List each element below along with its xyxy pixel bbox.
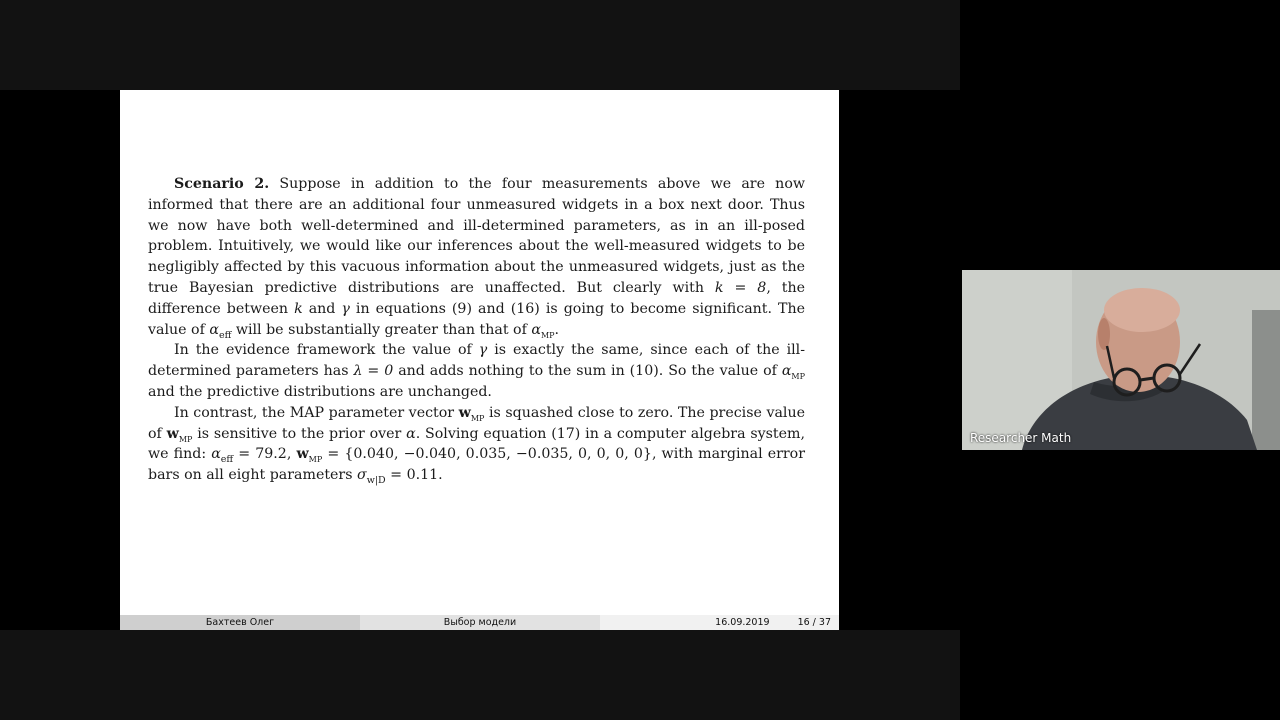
math: γ [478, 342, 488, 359]
evidence-paragraph [148, 340, 805, 402]
text: Suppose in addition to the four measurements above we are now informed that there are an additional four unmeasured widgets in a box next door. Thus we now have both well-determined and ill-determined parameters, as in an ill-posed problem. Intuitively, we would like our inferences about the well-measured widgets to be negligibly affected by this vacuous information about the unmeasured widgets, just as the true Bayesian predictive distributions are unaffected. But clearly with [148, 176, 806, 296]
text: and the predictive distributions are unchanged. [148, 383, 492, 400]
math: α [781, 363, 792, 380]
footer-title: Выбор модели [360, 615, 600, 630]
math: σ [357, 467, 367, 484]
contrast-paragraph [148, 403, 805, 486]
text: and adds nothing to the sum in (10). So the value of [393, 363, 782, 380]
math-sub: MP [470, 413, 485, 423]
math: γ [341, 300, 350, 317]
math: k [294, 300, 303, 317]
text: is exactly the same, since each of the ill-determined parameters has [148, 342, 805, 380]
footer-date: 16.09.2019 [715, 617, 770, 628]
math: α [209, 321, 219, 338]
text: in equations (9) and (16) is going to become significant. The value of [148, 300, 806, 338]
math-sub: MP [791, 372, 805, 381]
footer-author: Бахтеев Олег [120, 615, 360, 630]
text: , the difference between [148, 279, 805, 317]
footer-page-number: 16 / 37 [797, 617, 831, 628]
participant-video [962, 270, 1280, 450]
presentation-slide [120, 90, 839, 630]
math: λ = 0 [353, 363, 394, 380]
text: is sensitive to the prior over [192, 425, 407, 442]
math: α [531, 321, 541, 338]
text: = 0.11. [385, 467, 443, 484]
footer-right [600, 615, 839, 630]
participant-name: Researcher Math [970, 431, 1072, 445]
text: . [554, 321, 560, 338]
scenario-paragraph [148, 174, 805, 340]
text: = 79.2, [233, 446, 297, 463]
math-sub: eff [220, 454, 234, 466]
math-sub: w|D [366, 474, 386, 486]
math: k = 8 [714, 279, 767, 296]
math-sub: MP [178, 434, 193, 444]
math-sub: MP [308, 455, 323, 465]
text: will be substantially greater than that of [231, 321, 532, 338]
text: is squashed close to zero. The precise value of [148, 404, 805, 442]
participant-video-tile[interactable] [962, 270, 1280, 450]
math-sub: eff [218, 329, 232, 341]
scenario-heading: Scenario 2. [174, 176, 270, 192]
math: α [211, 446, 221, 463]
math: w [458, 404, 471, 421]
text: . Solving equation (17) in a computer algebra system, we find: [148, 425, 805, 463]
text: and [302, 300, 342, 317]
math: α [406, 425, 416, 442]
top-bar [0, 0, 960, 90]
math: w [166, 425, 179, 442]
slide-footer [120, 615, 839, 630]
math-sub: MP [540, 330, 555, 340]
math: w [296, 446, 309, 463]
text: In contrast, the MAP parameter vector [174, 404, 459, 421]
text: In the evidence framework the value of [174, 342, 479, 359]
text: = {0.040, −0.040, 0.035, −0.035, 0, 0, 0, 0}, with marginal error bars on all eight parameters [148, 446, 805, 484]
bottom-bar [0, 630, 960, 720]
slide-body [148, 174, 805, 486]
